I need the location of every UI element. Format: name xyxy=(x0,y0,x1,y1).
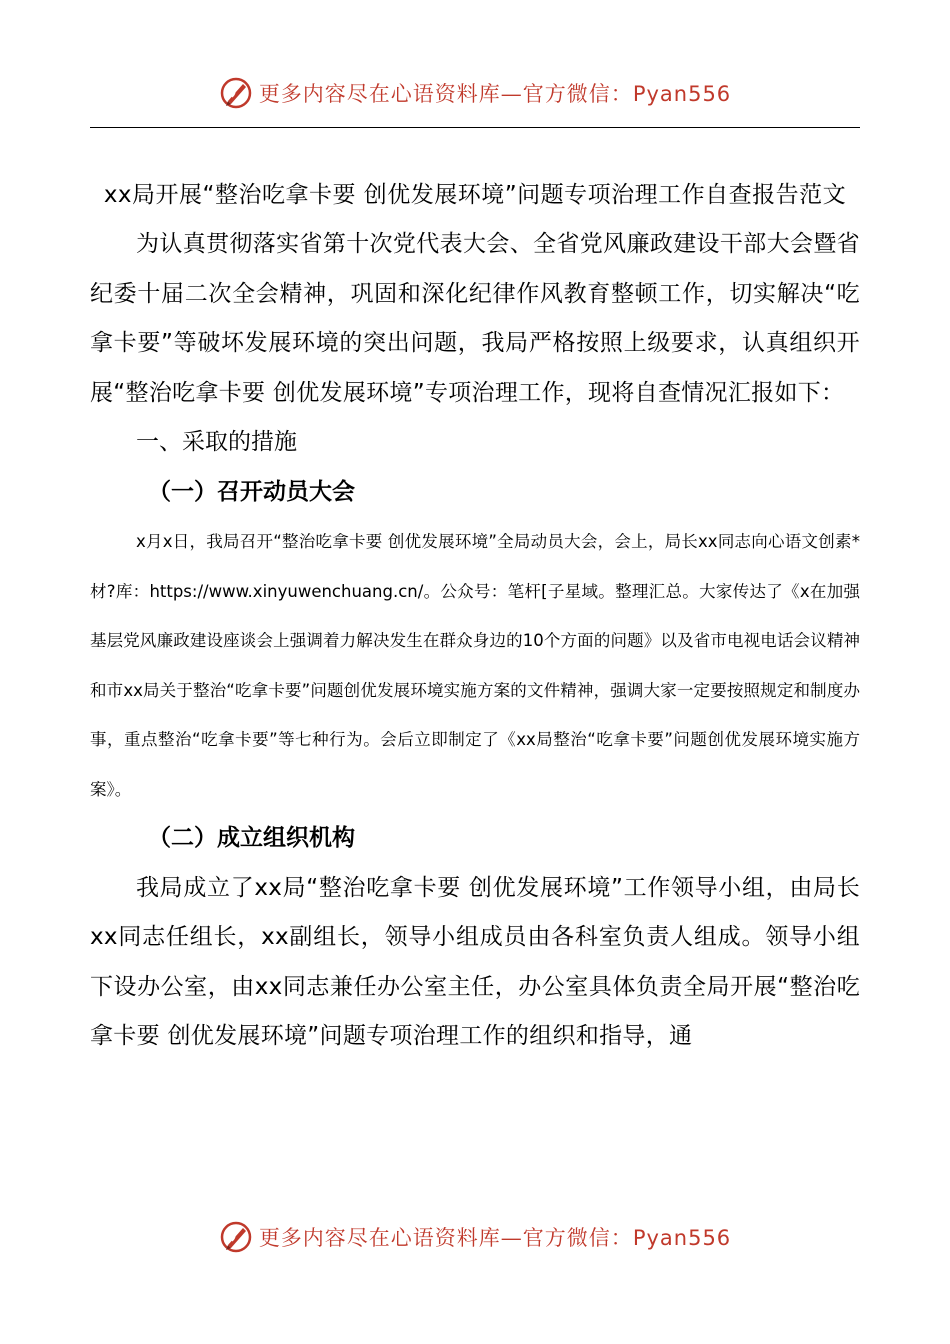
brush-pen-logo-icon xyxy=(219,1220,253,1254)
brush-pen-logo-icon xyxy=(219,76,253,110)
footer-banner xyxy=(0,1212,950,1262)
header-divider xyxy=(90,127,860,128)
document-title: xx局开展“整治吃拿卡要 创优发展环境”问题专项治理工作自查报告范文 xyxy=(103,182,847,208)
subsection-body-1: x月x日，我局召开“整治吃拿卡要 创优发展环境”全局动员大会，会上，局长xx同志向心语文创素*材?库：https://www.xinyuwenchuang.cn/。公众号：笔杆[子星域。整理汇总。大家传达了《x在加强基层党风廉政建设座谈会上强调着力解决发生在群众身边的10个方面的问题》以及省市电视电话会议精神和市xx局关于整治“吃拿卡要”问题创优发展环境实施方案的文件精神，强调大家一定要按照规定和制度办事，重点整治“吃拿卡要”等七种行为。会后立即制定了《xx局整治“吃拿卡要”问题创优发展环境实施方案》。 xyxy=(90,532,860,799)
footer-banner-text: 更多内容尽在心语资料库—官方微信：Pyan556 xyxy=(258,1226,732,1250)
subsection-heading-1: （一）召开动员大会 xyxy=(148,478,355,505)
wechat-id: Pyan556 xyxy=(632,82,732,106)
footer-wechat-id: Pyan556 xyxy=(632,1226,732,1250)
subsection-body-2: 我局成立了xx局“整治吃拿卡要 创优发展环境”工作领导小组，由局长xx同志任组长，xx副组长，领导小组成员由各科室负责人组成。领导小组下设办公室，由xx同志兼任办公室主任，办公室具体负责全局开展“整治吃拿卡要 创优发展环境”问题专项治理工作的组织和指导，通 xyxy=(90,874,860,1049)
subsection-heading-2: （二）成立组织机构 xyxy=(148,825,355,851)
section-heading-1: 一、采取的措施 xyxy=(136,429,297,455)
intro-paragraph: 为认真贯彻落实省第十次党代表大会、全省党风廉政建设干部大会暨省纪委十届二次全会精神，巩固和深化纪律作风教育整顿工作，切实解决“吃拿卡要”等破坏发展环境的突出问题，我局严格按照上级要求，认真组织开展“整治吃拿卡要 创优发展环境”专项治理工作，现将自查情况汇报如下： xyxy=(90,231,860,406)
document-body xyxy=(90,170,860,1062)
banner-text: 更多内容尽在心语资料库—官方微信：Pyan556 xyxy=(258,82,732,106)
header-banner xyxy=(0,68,950,118)
